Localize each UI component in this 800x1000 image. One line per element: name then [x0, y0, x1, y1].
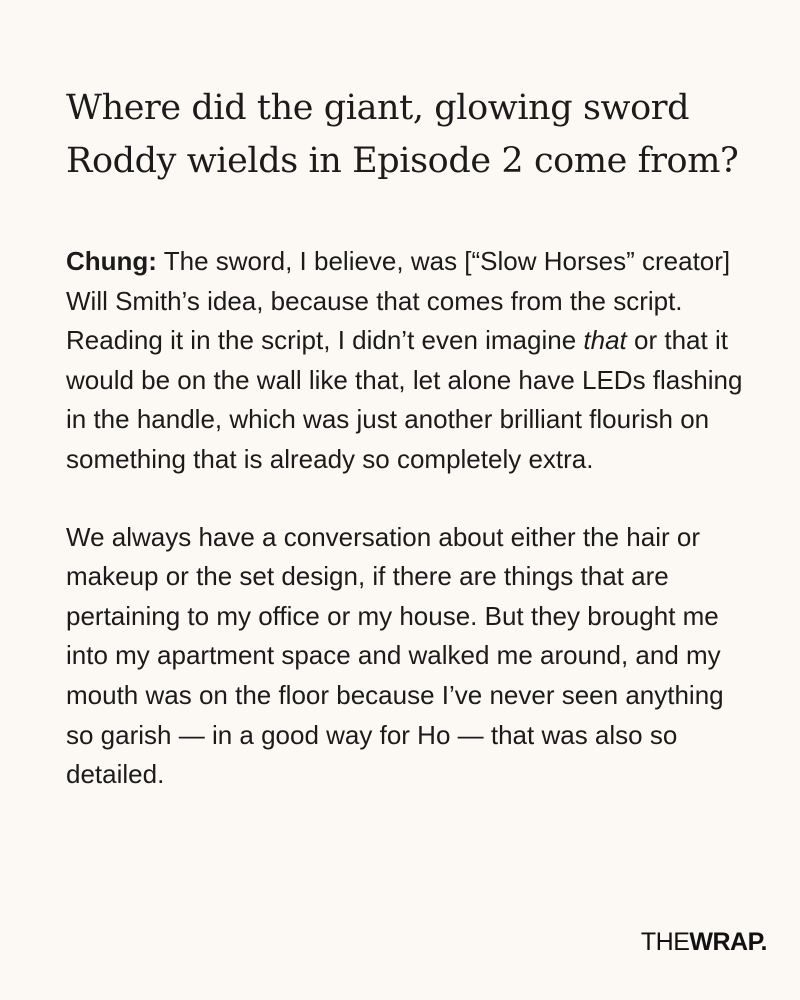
logo-text-the: THE	[640, 928, 690, 956]
thewrap-logo	[641, 930, 767, 955]
answer-body	[66, 242, 756, 795]
logo-text-wrap: WRAP.	[689, 928, 767, 956]
paragraph-1-text-a: The sword, I believe, was [“Slow Horses” creator] Will Smith’s idea, because that comes from the script. Reading it in the script, I didn’t even imagine	[66, 246, 731, 356]
paragraph-1-text-b: or that it would be on the wall like that, let alone have LEDs flashing in the handle, which was just another brilliant flourish on something that is already so completely extra.	[66, 325, 743, 474]
headline: Where did the giant, glowing sword Roddy wields in Episode 2 come from?	[66, 88, 739, 181]
answer-paragraph-2: We always have a conversation about either the hair or makeup or the set design, if there are things that are pertaining to my office or my house. But they brought me into my apartment space and walked me around, and my mouth was on the floor because I’ve never seen anything so garish — in a good way for Ho — that was also so detailed.	[66, 521, 724, 790]
speaker-label: Chung:	[66, 246, 157, 276]
paragraph-1-emphasis: that	[583, 325, 627, 356]
answer-paragraph-1	[66, 242, 756, 480]
